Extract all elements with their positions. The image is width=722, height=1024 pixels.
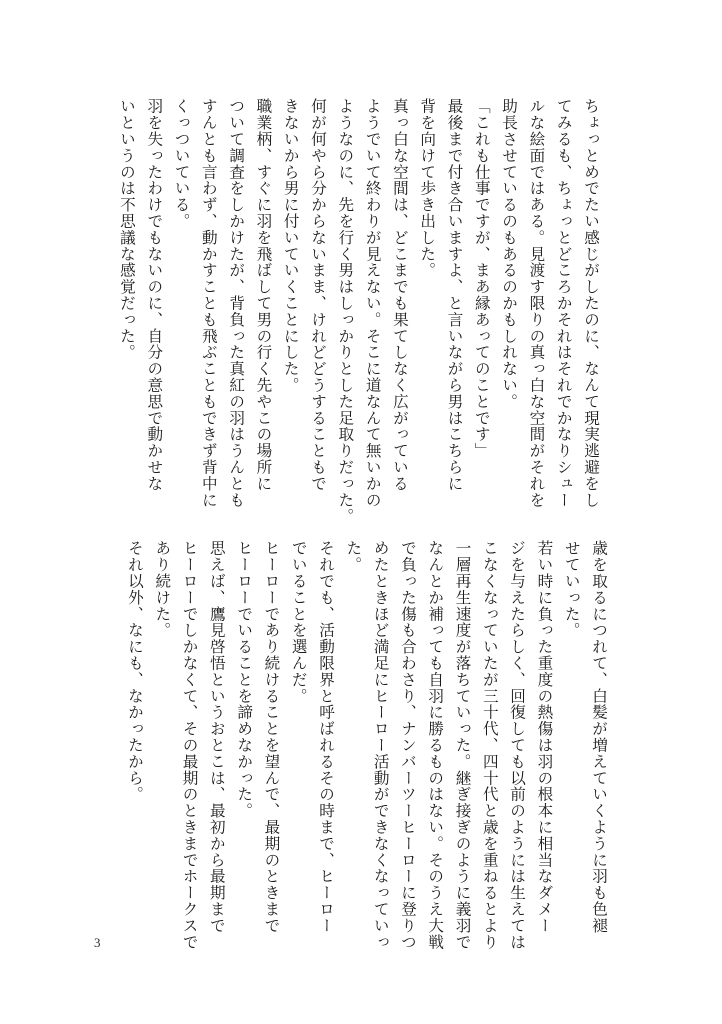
text-line: ついて調査をしかけたが、背負った真紅の羽はうんとも: [227, 98, 246, 508]
text-line: でいることを選んだ。: [289, 540, 308, 704]
text-line: 何が何やら分からないまま、けれどどうすることもで: [309, 98, 328, 492]
text-line: た。: [344, 540, 363, 573]
text-line: すんとも言わず、動かすことも飛ぶこともできず背中に: [199, 98, 218, 508]
text-line: それ以外、なにも、なかったから。: [125, 540, 144, 803]
text-line: きないから男に付いていくことにした。: [281, 98, 300, 394]
lower-text-block: [121, 540, 612, 960]
text-line: くっついている。: [172, 98, 191, 230]
text-line: ヒーローでしかなくて、その最期のときまでホークスで: [180, 540, 199, 950]
text-line: あり続けた。: [153, 540, 172, 639]
text-line: ようなのに、先を行く男はしっかりとした足取りだった。: [336, 98, 355, 525]
text-line: 背を向けて歩き出した。: [418, 98, 437, 279]
text-line: ジを与えたらしく、回復しても以前のようには生えては: [508, 540, 527, 950]
upper-text-block: [113, 98, 604, 525]
text-line: それでも、活動限界と呼ばれるその時まで、ヒーロー: [317, 540, 336, 934]
text-line: ルな絵面ではある。見渡す限りの真っ白な空間がそれを: [527, 98, 546, 508]
text-line: 歳を取るにつれて、白髪が増えていくように羽も色褪: [590, 540, 608, 934]
text-line: で負った傷も合わさり、ナンバーツーヒーローに登りつ: [398, 540, 417, 950]
text-line: てみるも、ちょっとどころかそれはそれでかなりシュー: [554, 98, 573, 508]
text-line: なんとか補っても自羽に勝るものはない。そのうえ大戦: [426, 540, 445, 950]
text-line: ちょっとめでたい感じがしたのに、なんて現実逃避をし: [582, 98, 600, 508]
text-line: いというのは不思議な感覚だった。: [117, 98, 136, 361]
text-line: 一層再生速度が落ちていった。継ぎ接ぎのように義羽で: [453, 540, 472, 950]
text-line: 職業柄、すぐに羽を飛ばして男の行く先やこの場所に: [254, 98, 273, 492]
text-line: ヒーローでいることを諦めなかった。: [235, 540, 254, 819]
page-number: 3: [94, 935, 101, 950]
text-line: ヒーローであり続けることを望んで、最期のときまで: [262, 540, 281, 934]
text-line: ようでいて終わりが見えない。そこに道なんて無いかの: [363, 98, 382, 508]
text-line: せていった。: [562, 540, 581, 639]
text-line: めたときほど満足にヒーロー活動ができなくなっていっ: [371, 540, 390, 950]
text-line: 若い時に負った重度の熱傷は羽の根本に相当なダメー: [535, 540, 554, 934]
text-line: 真っ白な空間は、どこまでも果てしなく広がっている: [390, 98, 409, 492]
text-line: 思えば、鷹見啓悟というおとこは、最初から最期まで: [207, 540, 226, 934]
text-line: こなくなっていたが三十代、四十代と歳を重ねるとより: [480, 540, 499, 950]
text-line: 最後まで付き合いますよ、と言いながら男はこちらに: [445, 98, 464, 492]
text-line: 「これも仕事ですが、まあ縁あってのことです」: [472, 98, 491, 459]
text-line: 助長させているのもあるのかもしれない。: [500, 98, 519, 410]
text-line: 羽を失ったわけでもないのに、自分の意思で動かせな: [145, 98, 164, 492]
